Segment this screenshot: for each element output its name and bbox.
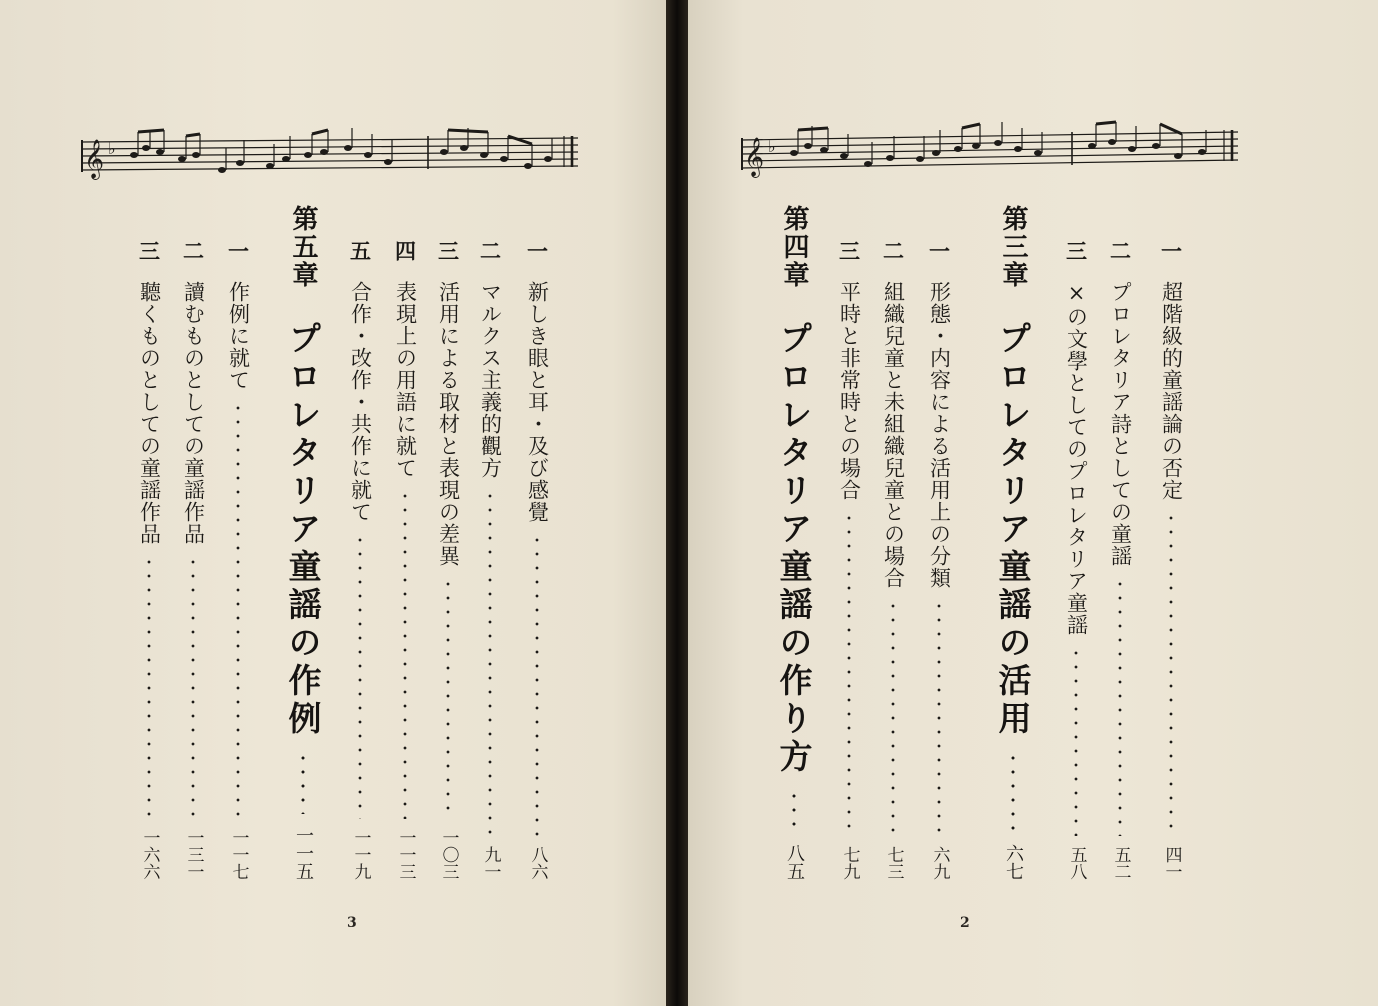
entry-title: プロレタリア詩としての童謡	[1108, 281, 1133, 567]
dot-leader	[937, 599, 941, 836]
entry-title: 合作・改作・共作に就て	[348, 281, 373, 523]
toc-entry[interactable]	[1059, 240, 1093, 880]
entry-number: 四	[392, 240, 418, 261]
music-staff-ornament	[732, 118, 1244, 190]
dot-leader	[1169, 511, 1173, 836]
entry-number: 三	[836, 240, 862, 261]
toc-entry[interactable]	[388, 240, 422, 880]
entry-number: 二	[880, 240, 906, 261]
dot-leader	[847, 511, 851, 836]
svg-text:♭: ♭	[768, 137, 776, 156]
entry-number: 一	[524, 240, 550, 261]
entry-page-number: 五八	[1066, 846, 1087, 880]
entry-number: 三	[435, 240, 461, 261]
chapter-title: プロレタリア童謡の作り方	[774, 321, 814, 777]
left-page	[0, 0, 666, 1006]
toc-entry[interactable]	[343, 240, 377, 880]
chapter-page-number: 八五	[784, 844, 805, 880]
toc-entry[interactable]	[473, 240, 507, 880]
dot-leader	[535, 533, 539, 836]
entry-number: 二	[1107, 240, 1133, 261]
toc-chapter-heading[interactable]	[772, 205, 816, 880]
chapter-page-number: 六七	[1003, 844, 1024, 880]
book-gutter	[666, 0, 688, 1006]
entry-page-number: 六九	[929, 846, 950, 880]
dot-leader	[891, 599, 895, 836]
chapter-page-number: 一一五	[293, 826, 314, 880]
entry-number: 二	[180, 240, 206, 261]
entry-title: 新しき眼と耳・及び感覺	[525, 281, 550, 523]
entry-number: 一	[1158, 240, 1184, 261]
chapter-label: 第五章	[288, 205, 318, 289]
music-staff-ornament	[72, 124, 584, 196]
entry-number: 三	[1063, 240, 1089, 261]
dot-leader	[1011, 751, 1015, 832]
entry-title: 聽くものとしての童謡作品	[137, 281, 162, 545]
entry-title: 讀むものとしての童謡作品	[181, 281, 206, 545]
dot-leader	[488, 489, 492, 836]
entry-page-number: 一一三	[395, 829, 416, 880]
dot-leader	[236, 401, 240, 819]
toc-entry[interactable]	[520, 240, 554, 880]
dot-leader	[301, 751, 305, 814]
entry-page-number: 一〇三	[438, 829, 459, 880]
svg-text:𝄞: 𝄞	[744, 137, 765, 177]
entry-title: マルクス主義的觀方	[478, 281, 503, 479]
dot-leader	[358, 533, 362, 819]
toc-chapter-heading[interactable]	[281, 205, 325, 880]
chapter-title: プロレタリア童謡の作例	[283, 321, 323, 739]
toc-entry[interactable]	[1103, 240, 1137, 880]
entry-title: 超階級的童謡論の否定	[1159, 281, 1184, 501]
dot-leader	[147, 555, 151, 819]
toc-entry[interactable]	[221, 240, 255, 880]
entry-number: 一	[225, 240, 251, 261]
dot-leader	[1074, 646, 1078, 836]
toc-chapter-heading[interactable]	[991, 205, 1035, 880]
entry-page-number: 四一	[1161, 846, 1182, 880]
svg-text:𝄞: 𝄞	[84, 139, 105, 179]
right-page	[688, 0, 1378, 1006]
entry-page-number: 一一九	[350, 829, 371, 880]
chapter-title: プロレタリア童謡の活用	[993, 321, 1033, 739]
svg-text:♭: ♭	[108, 139, 116, 158]
entry-page-number: 八六	[527, 846, 548, 880]
entry-title: 作例に就て	[226, 281, 251, 391]
toc-entry[interactable]	[922, 240, 956, 880]
entry-number: 二	[477, 240, 503, 261]
entry-page-number: 一六六	[139, 829, 160, 880]
entry-number: 五	[347, 240, 373, 261]
entry-number: 一	[926, 240, 952, 261]
page-number: 3	[347, 915, 357, 931]
toc-entry[interactable]	[832, 240, 866, 880]
dot-leader	[403, 489, 407, 819]
toc-entry[interactable]	[431, 240, 465, 880]
entry-page-number: 一三一	[183, 829, 204, 880]
page-number: 2	[960, 915, 970, 931]
toc-entry[interactable]	[1154, 240, 1188, 880]
chapter-label: 第四章	[779, 205, 809, 289]
entry-title: 組織兒童と未組織兒童との場合	[881, 281, 906, 589]
entry-page-number: 七三	[883, 846, 904, 880]
dot-leader	[446, 577, 450, 819]
toc-entry[interactable]	[176, 240, 210, 880]
dot-leader	[792, 789, 796, 832]
entry-page-number: 一一七	[228, 829, 249, 880]
toc-entry[interactable]	[132, 240, 166, 880]
entry-title: ×の文學としてのプロレタリア童謡	[1064, 281, 1089, 636]
chapter-label: 第三章	[998, 205, 1028, 289]
entry-page-number: 五二	[1110, 846, 1131, 880]
entry-page-number: 七九	[839, 846, 860, 880]
entry-title: 表現上の用語に就て	[393, 281, 418, 479]
toc-entry[interactable]	[876, 240, 910, 880]
entry-title: 形態・内容による活用上の分類	[927, 281, 952, 589]
dot-leader	[1118, 577, 1122, 836]
dot-leader	[191, 555, 195, 819]
entry-title: 活用による取材と表現の差異	[436, 281, 461, 567]
entry-number: 三	[136, 240, 162, 261]
entry-page-number: 九一	[480, 846, 501, 880]
entry-title: 平時と非常時との場合	[837, 281, 862, 501]
